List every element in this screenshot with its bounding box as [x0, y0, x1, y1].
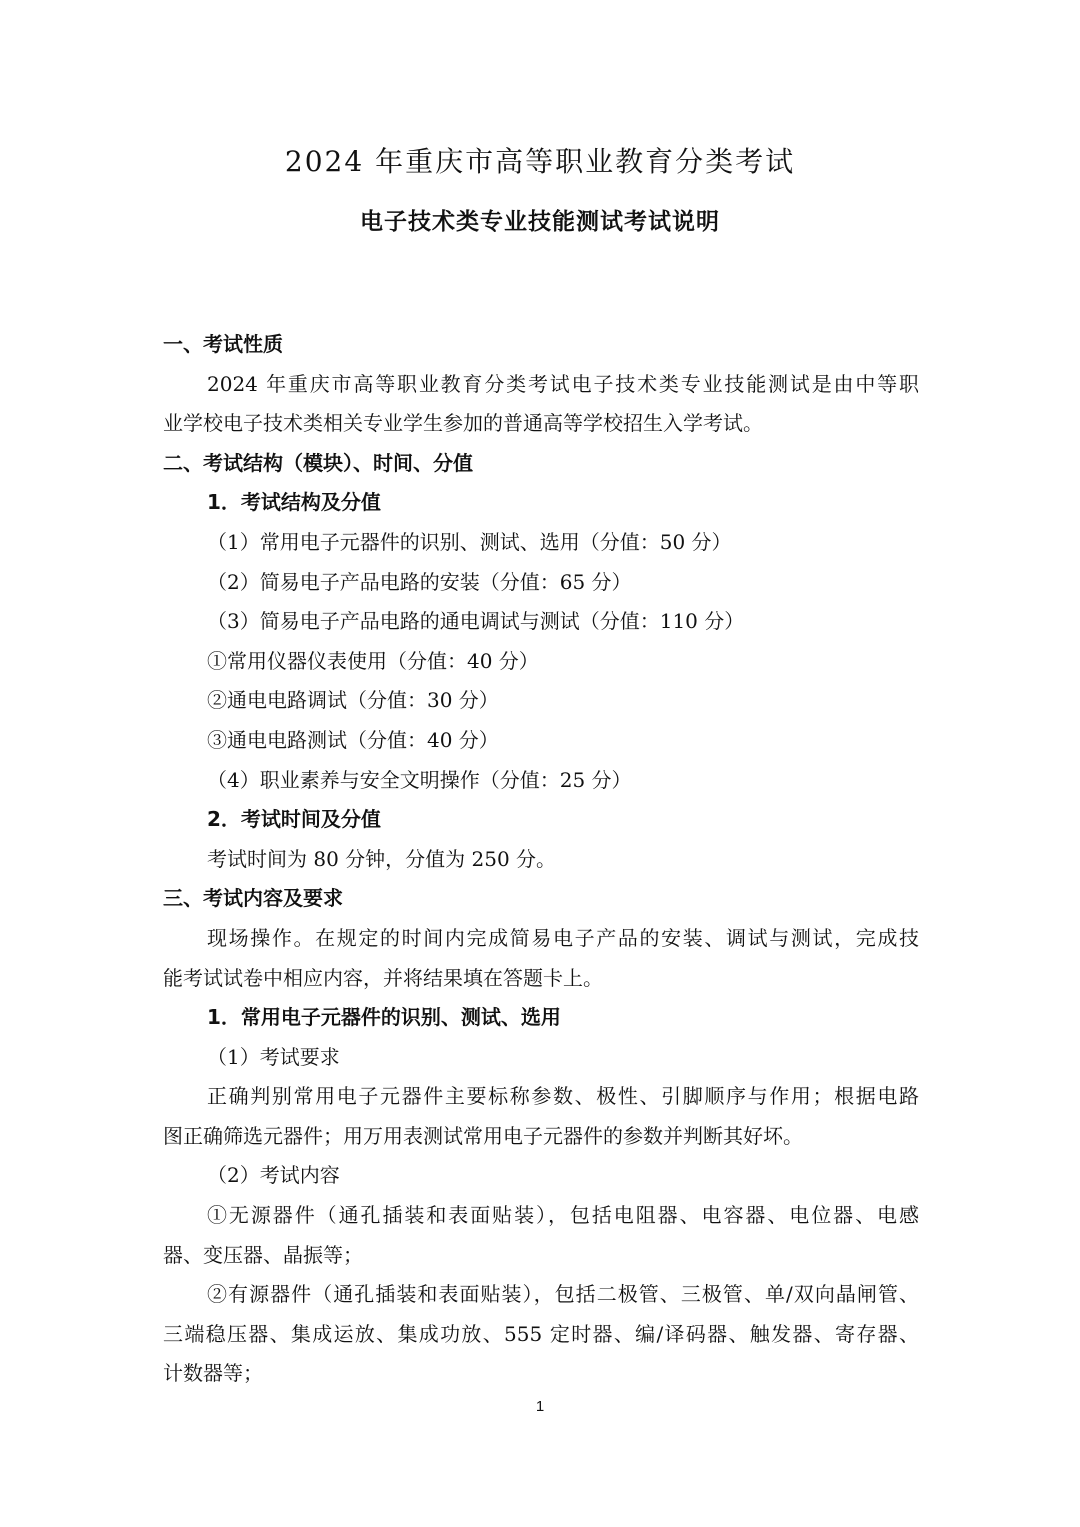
list-item: （2）简易电子产品电路的安装（分值：65 分）	[207, 569, 632, 594]
paragraph-line: ①无源器件（通孔插装和表面贴装），包括电阻器、电容器、电位器、电感	[207, 1203, 919, 1228]
section-heading-structure: 二、考试结构（模块）、时间、分值	[163, 450, 473, 475]
list-subitem: ③通电电路测试（分值：40 分）	[207, 727, 499, 752]
list-subitem: ②通电电路调试（分值：30 分）	[207, 688, 499, 713]
list-item: （4）职业素养与安全文明操作（分值：25 分）	[207, 767, 632, 792]
paragraph-line: 现场操作。在规定的时间内完成简易电子产品的安装、调试与测试，完成技	[207, 925, 919, 950]
section-heading-content: 三、考试内容及要求	[163, 886, 343, 911]
subheading-components: 1．常用电子元器件的识别、测试、选用	[207, 1005, 561, 1030]
list-item: （2）考试内容	[207, 1163, 340, 1188]
paragraph-line: ②有源器件（通孔插装和表面贴装），包括二极管、三极管、单/双向晶闸管、	[207, 1282, 919, 1307]
list-subitem: ①常用仪器仪表使用（分值：40 分）	[207, 648, 539, 673]
page-number: 1	[535, 1398, 545, 1415]
document-body	[163, 325, 919, 1394]
paragraph-line: 器、变压器、晶振等；	[163, 1242, 363, 1267]
subheading-time-scores: 2．考试时间及分值	[207, 807, 381, 832]
paragraph-line: 三端稳压器、集成运放、集成功放、555 定时器、编/译码器、触发器、寄存器、	[163, 1321, 919, 1346]
paragraph-line: 计数器等；	[163, 1361, 263, 1386]
list-item: （1）常用电子元器件的识别、测试、选用（分值：50 分）	[207, 529, 732, 554]
document-subtitle: 电子技术类专业技能测试考试说明	[360, 209, 720, 235]
section-heading-nature: 一、考试性质	[163, 332, 283, 356]
paragraph-line: 业学校电子技术类相关专业学生参加的普通高等学校招生入学考试。	[163, 411, 763, 436]
paragraph-line: 图正确筛选元器件；用万用表测试常用电子元器件的参数并判断其好坏。	[163, 1123, 803, 1148]
paragraph-line: 正确判别常用电子元器件主要标称参数、极性、引脚顺序与作用；根据电路	[207, 1084, 919, 1109]
list-item: （1）考试要求	[207, 1044, 340, 1069]
list-item: （3）简易电子产品电路的通电调试与测试（分值：110 分）	[207, 609, 745, 634]
paragraph-line: 2024 年重庆市高等职业教育分类考试电子技术类专业技能测试是由中等职	[207, 371, 919, 396]
subheading-structure-scores: 1．考试结构及分值	[207, 490, 381, 515]
paragraph-line: 能考试试卷中相应内容，并将结果填在答题卡上。	[163, 965, 603, 990]
paragraph-line: 考试时间为 80 分钟，分值为 250 分。	[207, 846, 557, 871]
document-title: 2024 年重庆市高等职业教育分类考试	[284, 145, 796, 178]
